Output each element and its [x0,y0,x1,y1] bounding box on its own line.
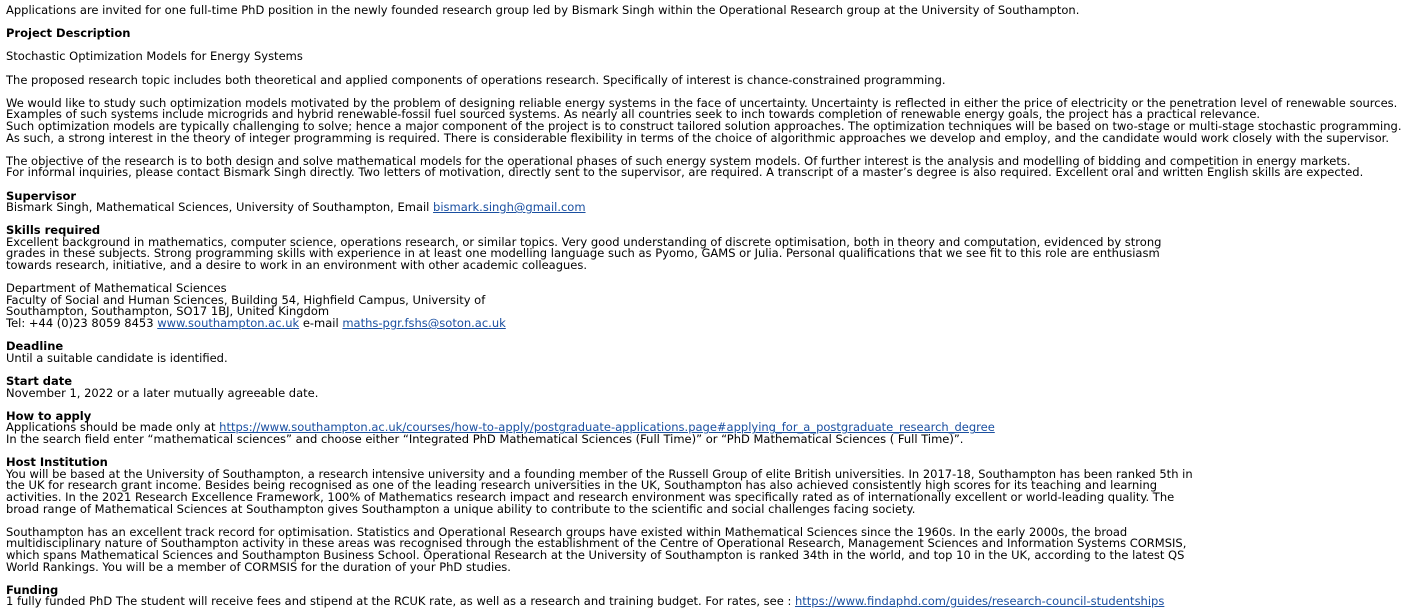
project-paragraph-1: The proposed research topic includes both theoretical and applied components of operations research. Specifically of interest is chance-constrained programming. [6,72,946,87]
host-paragraph-1: You will be based at the University of Southampton, a research intensive university and a founding member of the Russell Group of elite British universities. In 2017-18, Southampton has been ranked 5th in the UK for research grant income. Besides being recognised as one of the leading research universities in the UK, Southampton has also achieved consistently high scores for its teaching and learning activities. In the 2021 Research Excellence Framework, 100% of Mathematics research impact and research environment was specifically rated as of internationally excellent or world-leading quality. The broad range of Mathematical Sciences at Southampton gives Southampton a unique ability to contribute to the scientific and social challenges facing society. [6,466,1193,516]
application-link[interactable]: https://www.southampton.ac.uk/courses/how-to-apply/postgraduate-applications.page#applying_for_a_postgraduate_research_degree [219,420,995,435]
start-date-heading: Start date [6,374,73,388]
deadline-heading: Deadline [6,339,64,354]
address-line: Department of Mathematical Sciences [6,281,227,296]
supervisor-email-link[interactable]: bismark.singh@gmail.com [433,200,586,215]
contact-line [6,318,1194,330]
project-paragraph-3-line: For informal inquiries, please contact Bismark Singh directly. Two letters of motivation, directly sent to the supervisor, are required. A transcript of a master’s degree is also required. Excellent oral and written English skills are expected. [6,165,1364,180]
host-paragraph-2: Southampton has an excellent track record for optimisation. Statistics and Operational Research groups have existed within Mathematical Sciences since the 1960s. In the early 2000s, the broad multidisciplinary nature of Southampton activity in these areas was recognised through the establishment of the Centre of Operational Research, Management Sciences and Information Systems CORMSIS, which spans Mathematical Sciences and Southampton Business School. Operational Research at the University of Southampton is ranked 34th in the world, and top 10 in the UK, according to the latest QS World Rankings. You will be a member of CORMSIS for the duration of your PhD studies. [6,524,1187,574]
project-paragraph-3 [6,153,1364,180]
department-email-link[interactable]: maths-pgr.fshs@soton.ac.uk [342,316,506,331]
funding-heading: Funding [6,582,59,597]
host-institution-heading: Host Institution [6,455,108,470]
apply-text: Applications should be made only at [6,420,220,435]
supervisor-line [6,202,1194,214]
email-label: e-mail [299,316,343,331]
department-address [6,283,1194,329]
intro-text: Applications are invited for one full-time PhD position in the newly founded research group led by Bismark Singh within the Operational Research group at the University of Southampton. [6,3,1080,17]
address-line: Faculty of Social and Human Sciences, Building 54, Highfield Campus, University of [6,292,486,307]
website-link[interactable]: www.southampton.ac.uk [157,316,300,331]
supervisor-text: Bismark Singh, Mathematical Sciences, University of Southampton, Email [6,200,434,215]
funding-line [6,596,1194,608]
start-date-text: November 1, 2022 or a later mutually agreeable date. [6,385,319,400]
how-to-apply-heading: How to apply [6,408,92,423]
project-paragraph-2 [6,95,1401,145]
address-line: Southampton, Southampton, SO17 1BJ, United Kingdom [6,304,330,319]
telephone: Tel: +44 (0)23 8059 8453 [6,316,158,331]
skills-heading: Skills required [6,223,101,238]
project-paragraph-2-line: Such optimization models are typically challenging to solve; hence a major component of the project is to construct tailored solution approaches. The optimization techniques will be based on two-stage or multi-stage stochastic programming. [6,118,1401,133]
supervisor-heading: Supervisor [6,188,77,203]
funding-link[interactable]: https://www.findaphd.com/guides/research-council-studentships [794,594,1165,608]
apply-instructions: In the search field enter “mathematical sciences” and choose either “Integrated PhD Mathematical Sciences (Full Time)” or “PhD Mathematical Sciences ( Full Time)”. [6,431,964,446]
deadline-text: Until a suitable candidate is identified. [6,350,228,365]
project-paragraph-2-line: As such, a strong interest in the theory of integer programming is required. There is considerable flexibility in terms of the choice of algorithmic approaches we develop and employ, and the candidate would work closely with the supervisor. [6,130,1389,145]
project-description-heading: Project Description [6,26,131,41]
project-paragraph-2-line: We would like to study such optimization models motivated by the problem of designing reliable energy systems in the face of uncertainty. Uncertainty is reflected in either the price of electricity or the penetration level of renewable sources. [6,95,1398,110]
skills-text: Excellent background in mathematics, computer science, operations research, or similar topics. Very good understanding of discrete optimisation, both in theory and computation, evidenced by strong grades in these subjects. Strong programming skills with experience in at least one modelling language such as Pyomo, GAMS or Julia. Personal qualifications that we see fit to this role are enthusiasm towards research, initiative, and a desire to work in an environment with other academic colleagues. [6,234,1162,273]
project-paragraph-3-line: The objective of the research is to both design and solve mathematical models for the operational phases of such energy system models. Of further interest is the analysis and modelling of bidding and competition in energy markets. [6,153,1351,168]
project-title: Stochastic Optimization Models for Energy Systems [6,49,303,64]
funding-text: 1 fully funded PhD The student will receive fees and stipend at the RCUK rate, as well as a research and training budget. For rates, see : [6,594,795,608]
project-paragraph-2-line: Examples of such systems include microgrids and hybrid renewable-fossil fuel sourced systems. As nearly all countries seek to inch towards completion of renewable energy goals, the project has a practical relevance. [6,107,1261,122]
